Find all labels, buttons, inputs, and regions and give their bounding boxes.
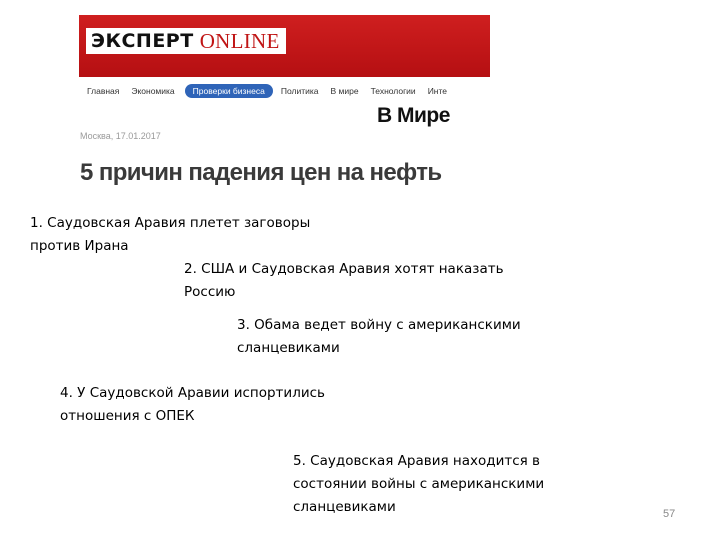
nav-item-economy[interactable]: Экономика [131,86,175,96]
reason-4-text: 4. У Саудовской Аравии испортились отношения с ОПЕК [60,385,325,424]
main-navigation [82,83,496,99]
nav-item-politics[interactable]: Политика [280,86,319,96]
reason-3-text: 3. Обама ведет войну с американскими сланцевиками [237,317,521,356]
site-header-banner [79,15,490,77]
reason-2-text: 2. США и Саудовская Аравия хотят наказать Россию [184,261,504,300]
nav-item-business-checks[interactable]: Проверки бизнеса [185,84,273,98]
nav-item-home[interactable]: Главная [87,86,120,96]
reason-5-text: 5. Саудовская Аравия находится в состоянии войны с американскими сланцевиками [293,453,545,515]
article-headline: 5 причин падения цен на нефть [80,159,442,186]
article-dateline: Москва, 17.01.2017 [80,131,161,141]
logo-suffix-text: ONLINE [199,28,280,53]
nav-item-truncated[interactable]: Инте [427,86,448,96]
section-title: В Мире [377,104,450,127]
logo-brand-text: ЭКСПЕРТ [91,30,194,52]
nav-item-technology[interactable]: Технологии [370,86,416,96]
site-logo[interactable] [86,28,286,54]
slide-page-number: 57 [663,508,676,520]
reason-1-text: 1. Саудовская Аравия плетет заговоры против Ирана [30,215,311,254]
nav-item-world[interactable]: В мире [330,86,359,96]
